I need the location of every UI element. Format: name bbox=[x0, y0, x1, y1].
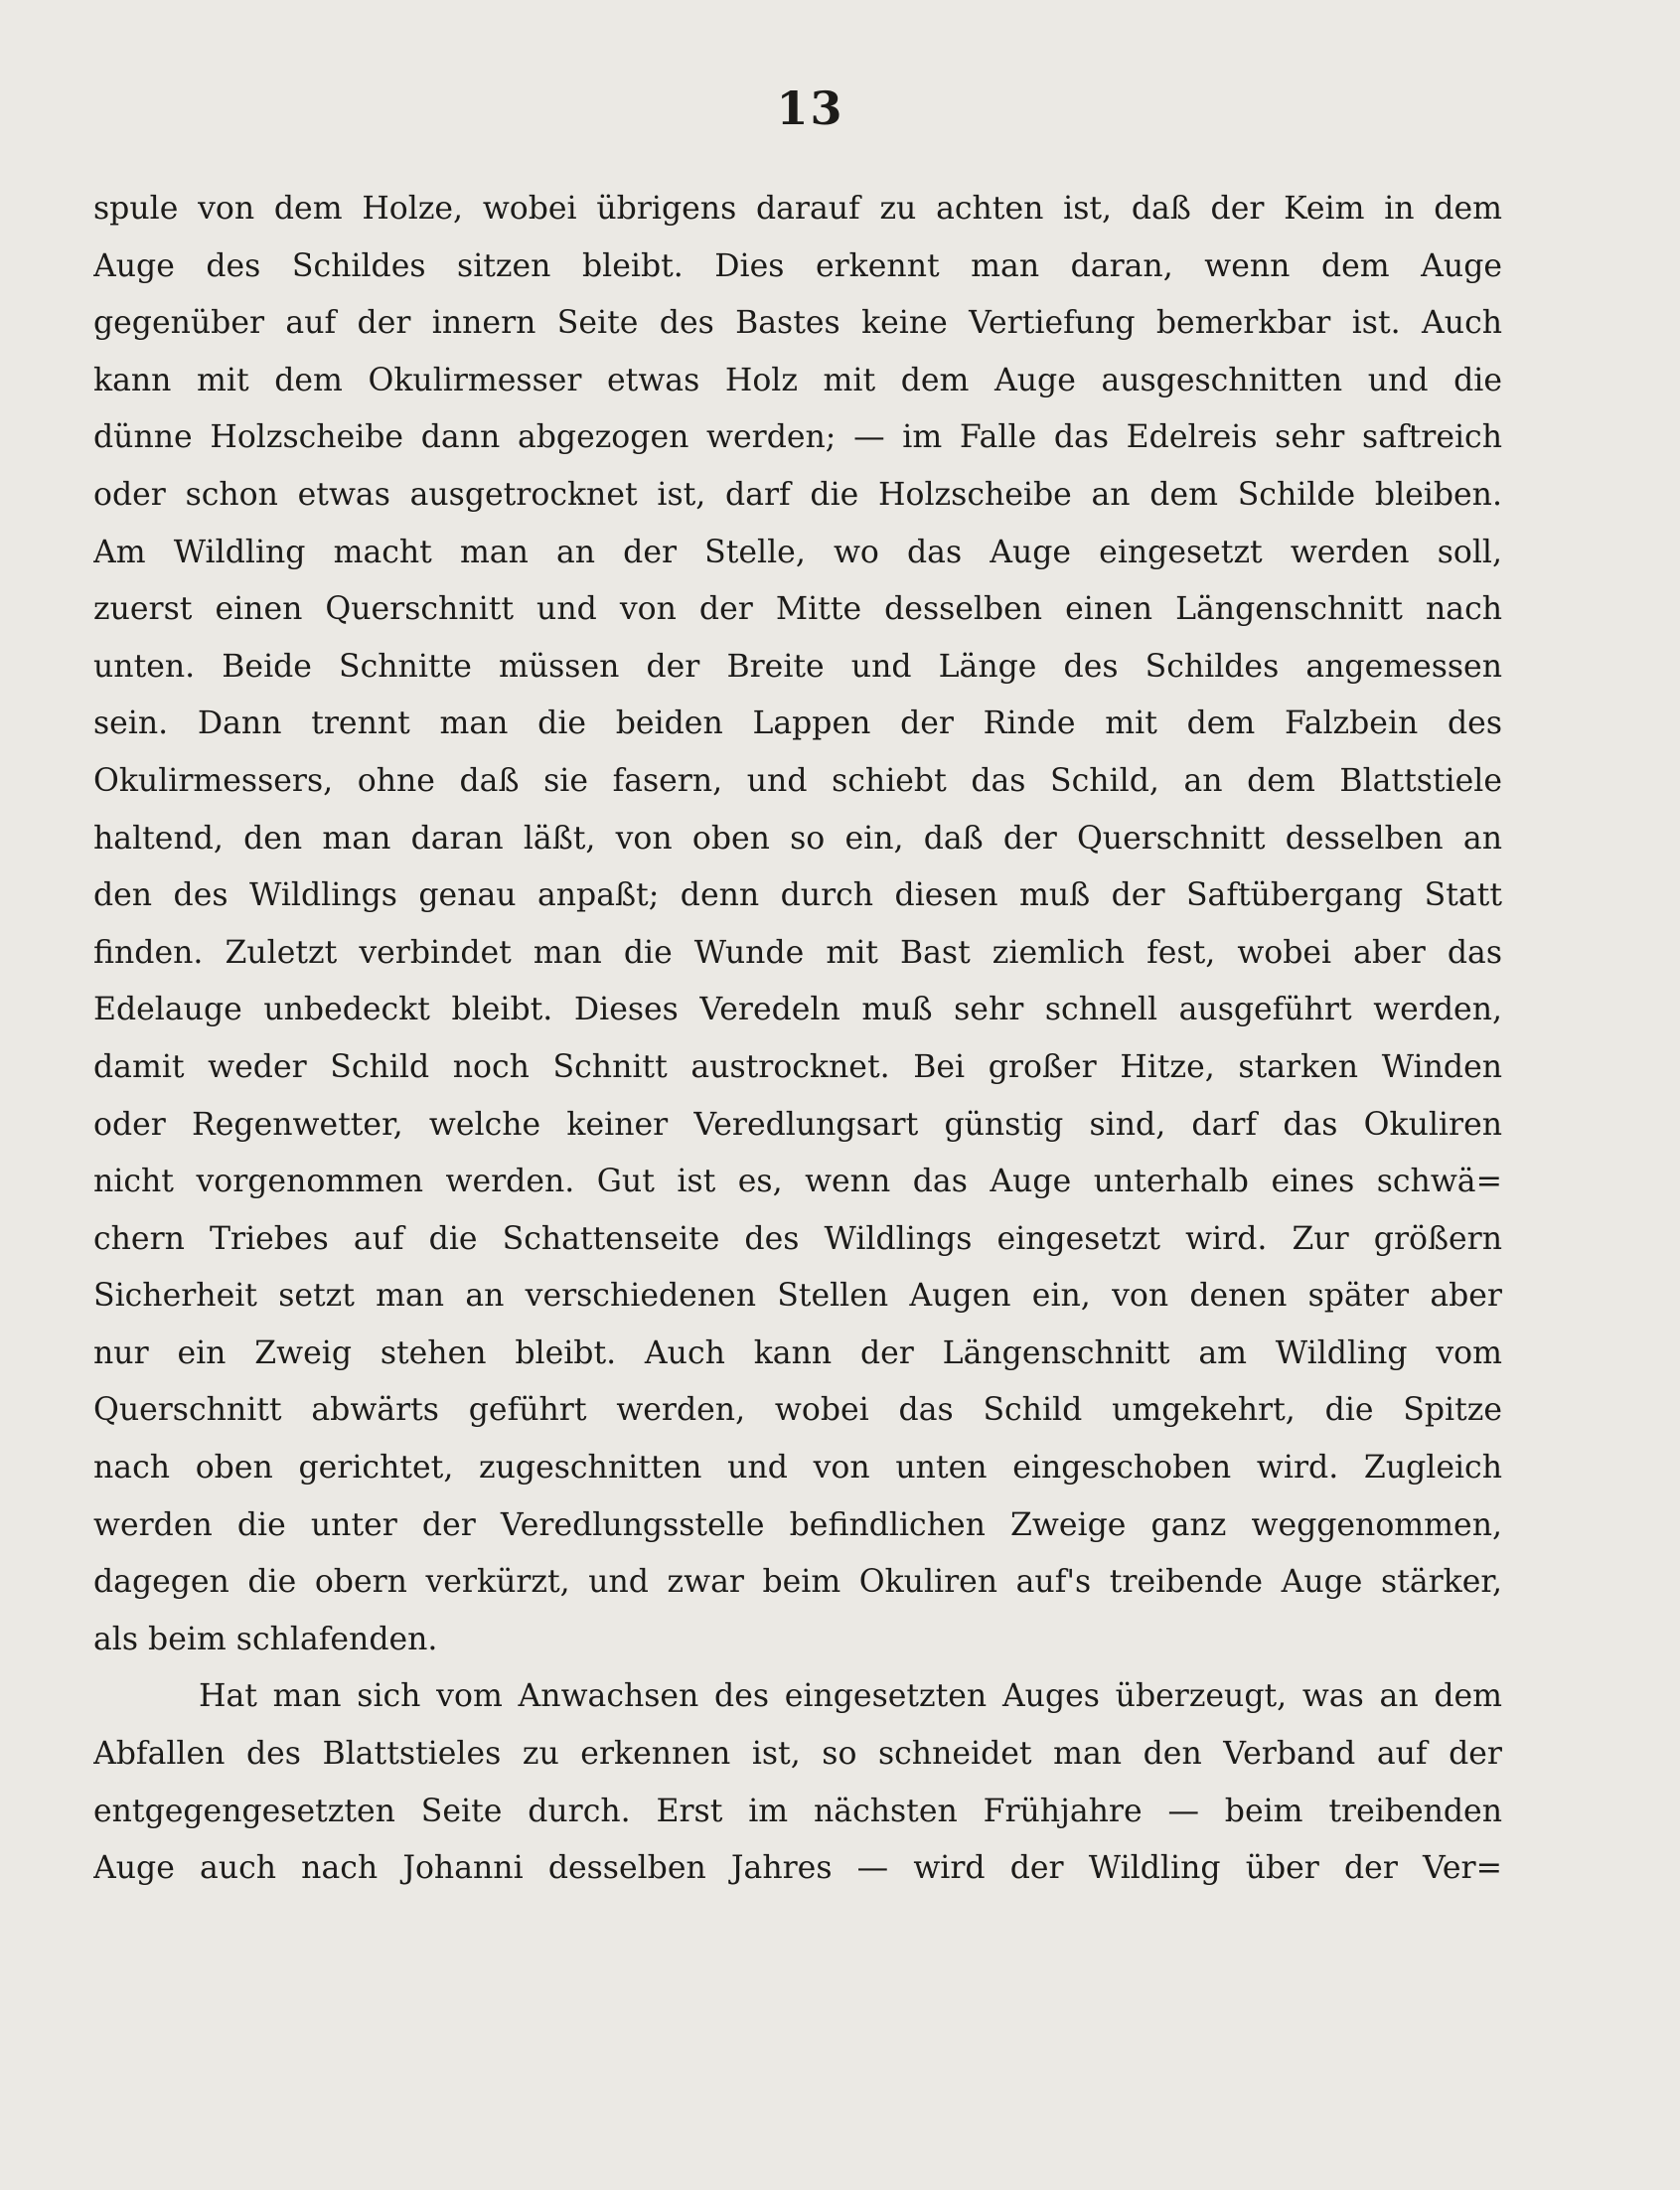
text-line: Auge des Schildes sitzen bleibt. Dies erkennt man daran, wenn dem Auge bbox=[93, 247, 1502, 284]
text-line: Am Wildling macht man an der Stelle, wo das Auge eingesetzt werden soll, bbox=[93, 534, 1502, 570]
text-line: oder Regenwetter, welche keiner Veredlungsart günstig sind, darf das Okuliren bbox=[93, 1106, 1502, 1143]
text-line: haltend, den man daran läßt, von oben so ein, daß der Querschnitt desselben an bbox=[93, 820, 1502, 857]
text-line: kann mit dem Okulirmesser etwas Holz mit dem Auge ausgeschnitten und die bbox=[93, 362, 1502, 398]
text-line: nicht vorgenommen werden. Gut ist es, wenn das Auge unterhalb eines schwä= bbox=[93, 1164, 1502, 1200]
text-line: dagegen die obern verkürzt, und zwar beim Okuliren auf's treibende Auge stärker, bbox=[93, 1564, 1502, 1601]
text-line: gegenüber auf der innern Seite des Bastes keine Vertiefung bemerkbar ist. Auch bbox=[93, 305, 1502, 342]
text-line: spule von dem Holze, wobei übrigens darauf zu achten ist, daß der Keim in dem bbox=[93, 191, 1502, 227]
text-line-last: als beim schlafenden. bbox=[93, 1621, 438, 1657]
text-line: werden die unter der Veredlungsstelle befindlichen Zweige ganz weggenommen, bbox=[93, 1506, 1502, 1543]
text-line: finden. Zuletzt verbindet man die Wunde mit Bast ziemlich fest, wobei aber das bbox=[93, 934, 1502, 971]
text-line: Auge auch nach Johanni desselben Jahres — wird der Wildling über der Ver= bbox=[93, 1850, 1502, 1887]
text-line: entgegengesetzten Seite durch. Erst im nächsten Frühjahre — beim treibenden bbox=[93, 1793, 1502, 1829]
body-text bbox=[93, 181, 1502, 1898]
text-line: Okulirmessers, ohne daß sie fasern, und schiebt das Schild, an dem Blattstiele bbox=[93, 762, 1502, 799]
text-line: unten. Beide Schnitte müssen der Breite und Länge des Schildes angemessen bbox=[93, 648, 1502, 685]
text-line: oder schon etwas ausgetrocknet ist, darf die Holzscheibe an dem Schilde bleiben. bbox=[93, 476, 1502, 513]
text-line: zuerst einen Querschnitt und von der Mitte desselben einen Längenschnitt nach bbox=[93, 591, 1502, 628]
paragraph-2 bbox=[93, 1668, 1502, 1897]
paragraph-1 bbox=[93, 181, 1502, 1668]
text-line: damit weder Schild noch Schnitt austrocknet. Bei großer Hitze, starken Winden bbox=[93, 1048, 1502, 1085]
text-line: chern Triebes auf die Schattenseite des Wildlings eingesetzt wird. Zur größern bbox=[93, 1220, 1502, 1257]
text-line: nur ein Zweig stehen bleibt. Auch kann der Längenschnitt am Wildling vom bbox=[93, 1334, 1502, 1371]
text-line: dünne Holzscheibe dann abgezogen werden; — im Falle das Edelreis sehr saftreich bbox=[93, 419, 1502, 456]
page-number: 13 bbox=[776, 81, 844, 135]
text-line: Abfallen des Blattstieles zu erkennen ist, so schneidet man den Verband auf der bbox=[93, 1736, 1502, 1773]
text-line-indented: Hat man sich vom Anwachsen des eingesetzten Auges überzeugt, was an dem bbox=[199, 1678, 1502, 1715]
text-line: den des Wildlings genau anpaßt; denn durch diesen muß der Saftübergang Statt bbox=[93, 877, 1502, 914]
text-line: nach oben gerichtet, zugeschnitten und von unten eingeschoben wird. Zugleich bbox=[93, 1450, 1502, 1486]
text-line: Sicherheit setzt man an verschiedenen Stellen Augen ein, von denen später aber bbox=[93, 1278, 1502, 1315]
text-line: sein. Dann trennt man die beiden Lappen der Rinde mit dem Falzbein des bbox=[93, 705, 1502, 742]
text-line: Edelauge unbedeckt bleibt. Dieses Veredeln muß sehr schnell ausgeführt werden, bbox=[93, 992, 1502, 1028]
text-line: Querschnitt abwärts geführt werden, wobei das Schild umgekehrt, die Spitze bbox=[93, 1392, 1502, 1429]
